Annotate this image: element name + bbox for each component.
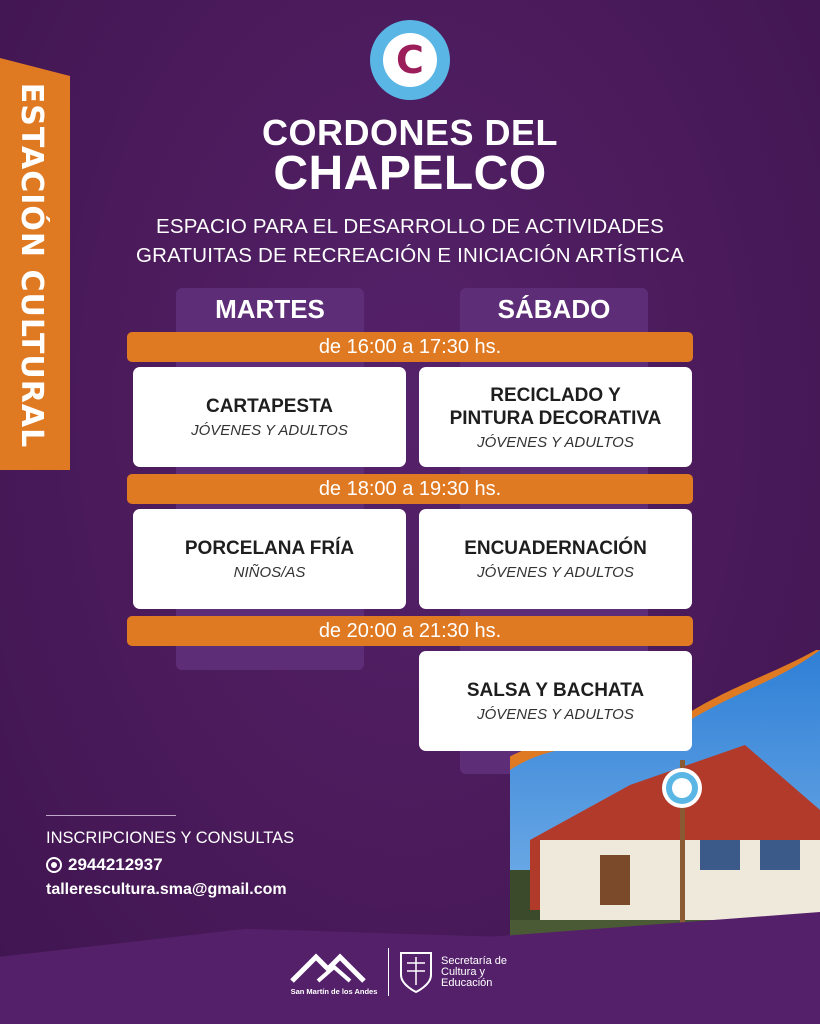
shield-icon xyxy=(397,949,435,995)
activity-name: CARTAPESTA xyxy=(205,396,334,417)
activity-audience: JÓVENES Y ADULTOS xyxy=(191,422,348,439)
contact-divider xyxy=(46,815,176,816)
activity-name-line-1: RECICLADO Y xyxy=(490,384,621,406)
secretaria-line-1: Secretaría de xyxy=(441,954,508,967)
contact-label: INSCRIPCIONES Y CONSULTAS xyxy=(46,829,295,847)
activity-card-reciclado xyxy=(419,367,692,467)
activity-name: ENCUADERNACIÓN xyxy=(464,538,647,559)
activity-audience: NIÑOS/AS xyxy=(233,564,306,581)
title-line-2: CHAPELCO xyxy=(273,147,547,200)
municipio-name: San Martín de los Andes xyxy=(290,986,378,996)
activity-card-encuadernacion xyxy=(419,509,692,609)
activity-card-cartapesta xyxy=(133,367,406,467)
subtitle-line-2: GRATUITAS DE RECREACIÓN E INICIACIÓN ARTÍSTICA xyxy=(136,244,684,267)
day-header-martes: MARTES xyxy=(215,294,325,324)
activity-name: PORCELANA FRÍA xyxy=(184,538,355,559)
whatsapp-icon xyxy=(46,857,62,873)
activity-audience: JÓVENES Y ADULTOS xyxy=(477,433,634,451)
estacion-cultural-logo xyxy=(370,20,450,100)
time-slot-1: de 16:00 a 17:30 hs. xyxy=(127,332,693,362)
contact-email: tallerescultura.sma@gmail.com xyxy=(46,881,287,898)
subtitle xyxy=(0,212,820,270)
activity-audience: JÓVENES Y ADULTOS xyxy=(477,706,634,723)
mountains-icon xyxy=(288,949,380,985)
day-header-sabado: SÁBADO xyxy=(497,294,611,324)
secretaria-label xyxy=(441,956,507,989)
time-slot-3: de 20:00 a 21:30 hs. xyxy=(127,616,693,646)
subtitle-line-1: ESPACIO PARA EL DESARROLLO DE ACTIVIDADES xyxy=(156,215,664,238)
activity-name-line-2: PINTURA DECORATIVA xyxy=(449,407,662,429)
footer-separator xyxy=(388,948,389,996)
phone-number: 2944212937 xyxy=(68,855,163,874)
municipio-logo xyxy=(288,949,380,996)
activity-name: SALSA Y BACHATA xyxy=(466,680,645,701)
title-line-1: CORDONES DEL xyxy=(261,112,559,153)
secretaria-line-2: Cultura y xyxy=(441,965,486,978)
activity-audience: JÓVENES Y ADULTOS xyxy=(477,564,634,581)
secretaria-line-3: Educación xyxy=(441,976,493,989)
footer-logos xyxy=(288,946,507,998)
time-slot-2: de 18:00 a 19:30 hs. xyxy=(127,474,693,504)
activity-card-porcelana xyxy=(133,509,406,609)
side-banner-label: ESTACIÓN CULTURAL xyxy=(14,82,50,448)
contact-phone xyxy=(46,855,163,875)
activity-card-salsa xyxy=(419,651,692,751)
logo-letter: C xyxy=(383,33,437,87)
